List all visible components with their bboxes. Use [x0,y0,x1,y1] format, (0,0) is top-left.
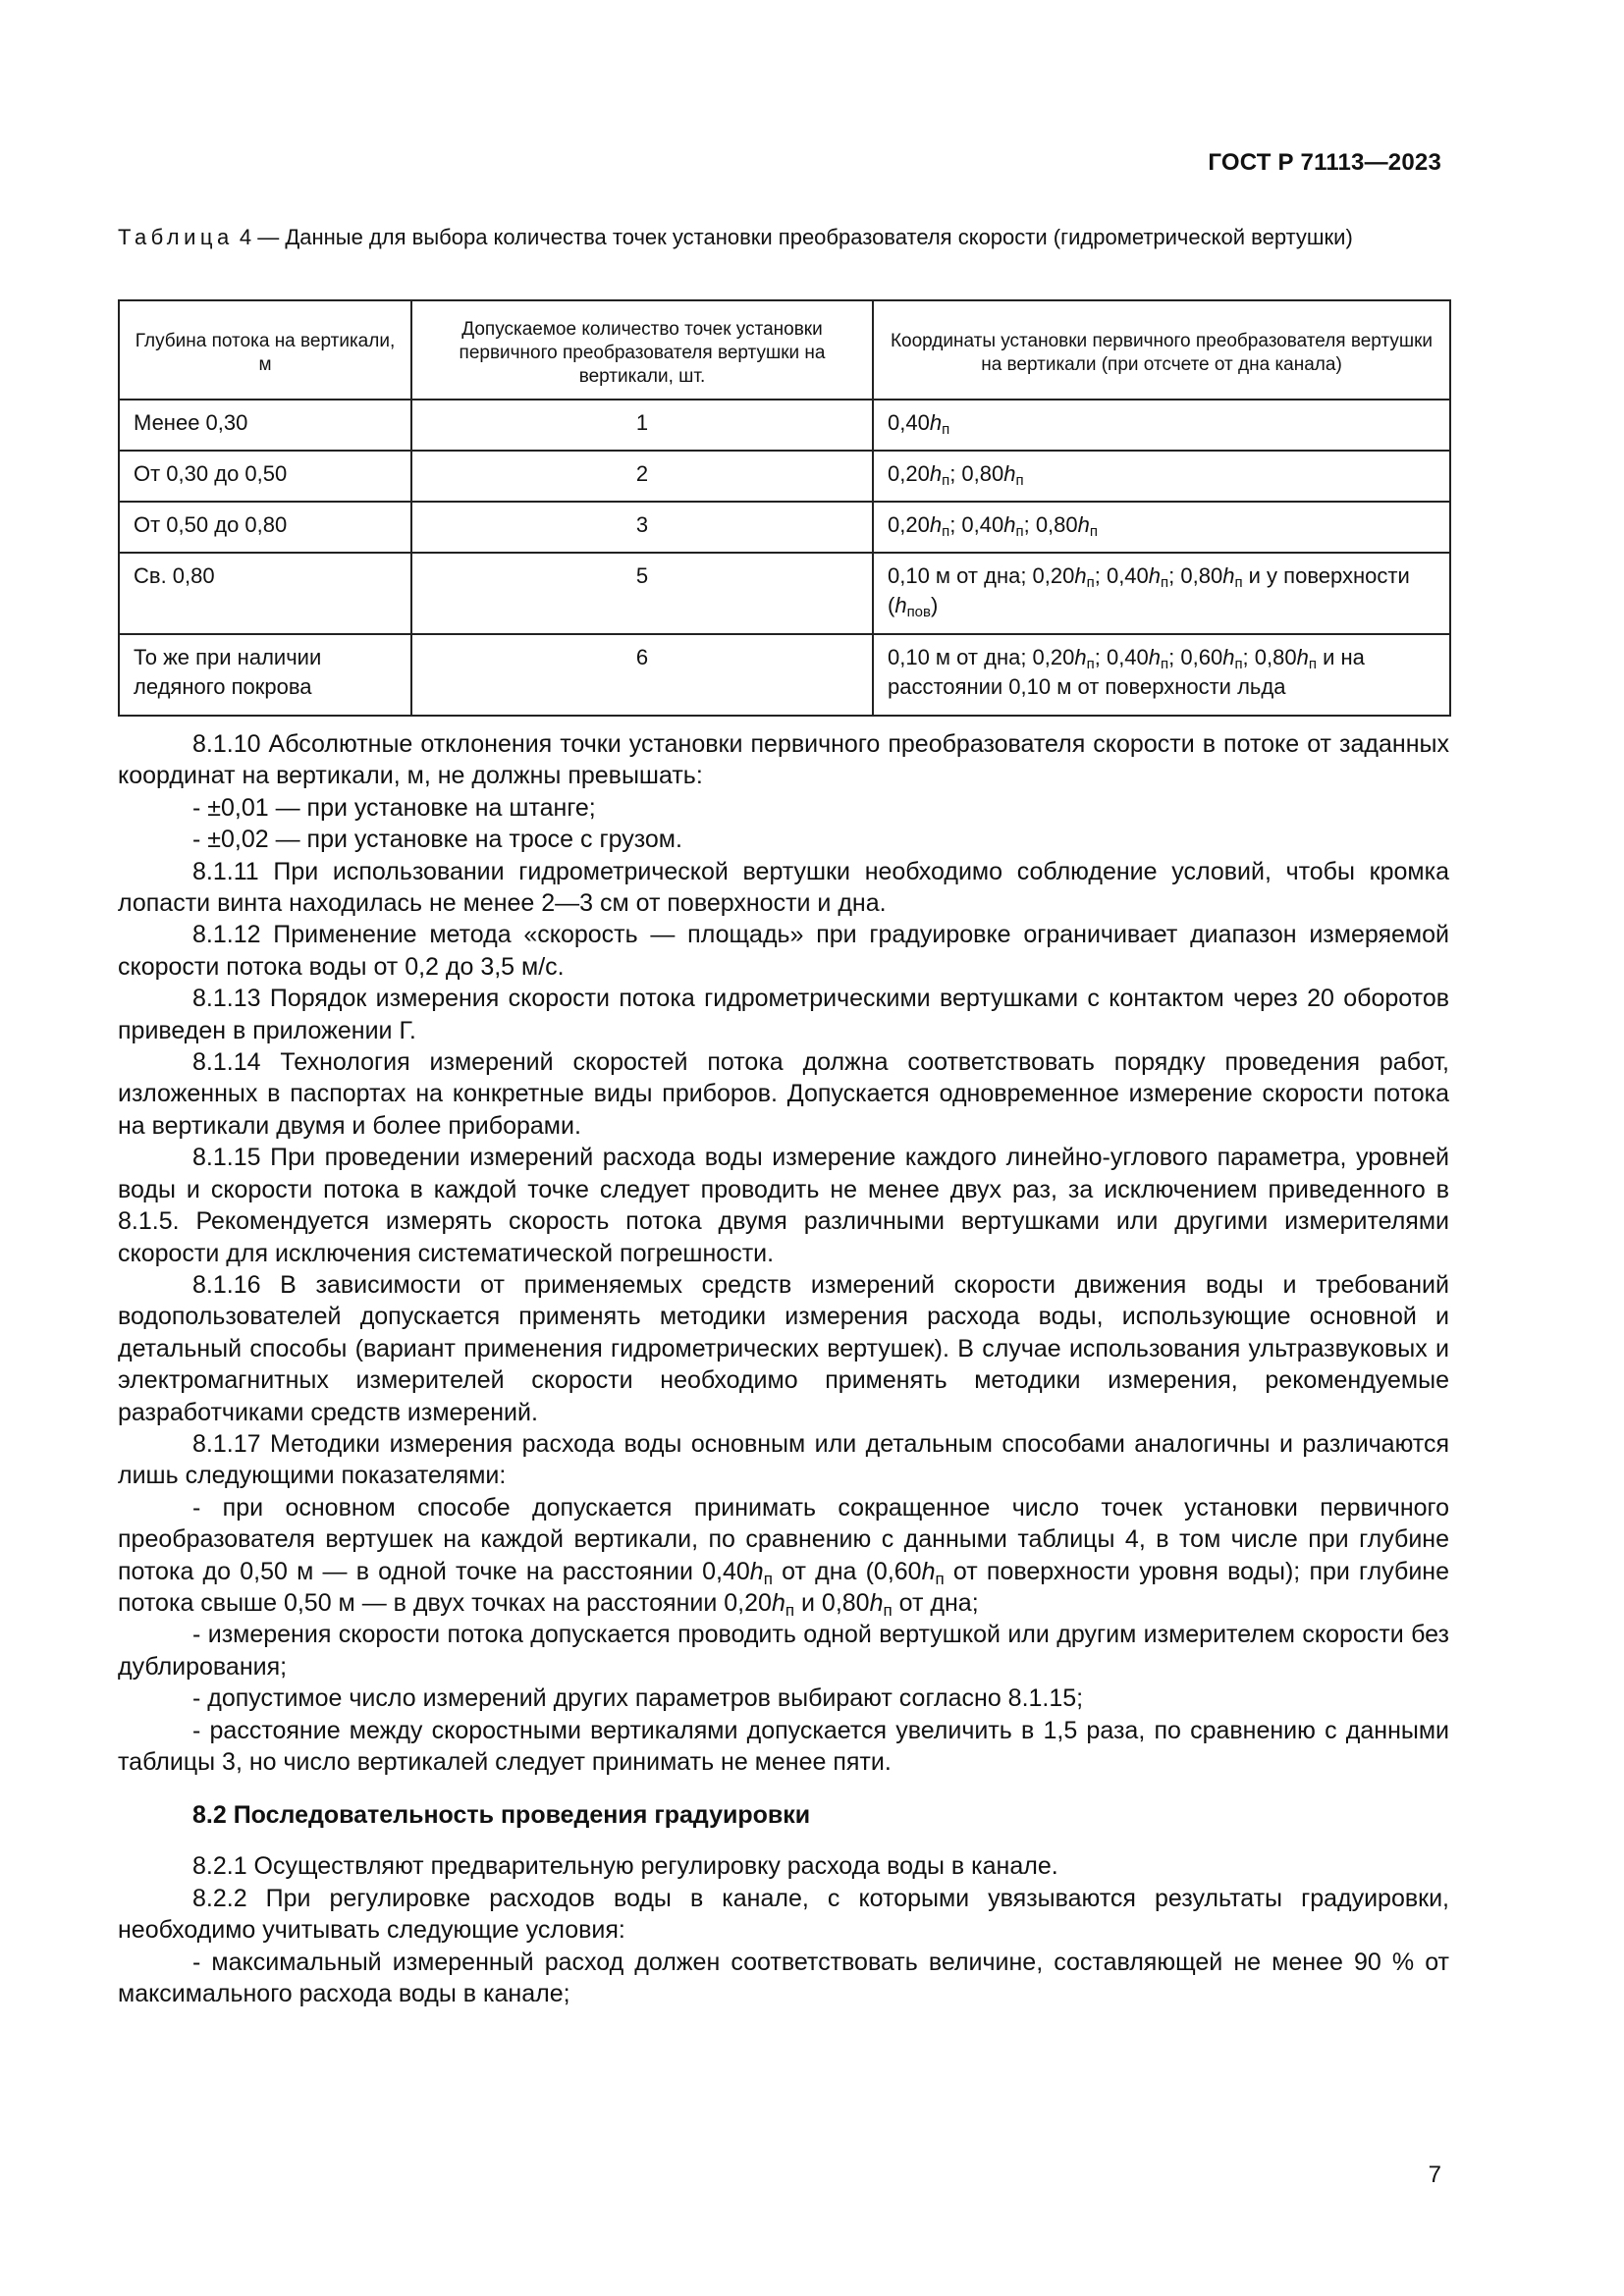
variable-h: h [1296,645,1309,669]
text-run: ; 0,80 [1242,645,1297,669]
text-run: и на расстоянии 0,10 м от поверхности льда [888,645,1365,699]
paragraph [118,919,1449,983]
paragraph [118,1428,1449,1492]
subscript: п [1015,523,1024,541]
subscript: п [1308,656,1317,673]
subscript: п [942,421,950,439]
paragraph [118,792,1449,824]
text-run: и 0,80 [794,1588,870,1617]
paragraph [118,824,1449,855]
subscript: п [1015,472,1024,490]
text-run: - максимальный измеренный расход должен соответствовать величине, составляющей не менее 90 % от максимального расхода воды в канале; [118,1948,1449,2008]
cell-coordinates [873,553,1450,634]
text-run: 8.2.1 Осуществляют предварительную регулировку расхода воды в канале. [192,1852,1058,1881]
variable-h: h [1077,512,1090,537]
cell-depth: От 0,30 до 0,50 [119,451,411,502]
subscript: п [785,1600,795,1620]
paragraph [118,1619,1449,1682]
text-run: - ±0,01 — при установке на штанге; [192,793,596,822]
data-table [118,299,1451,717]
subscript: п [1161,656,1169,673]
section-heading [118,1799,1449,1831]
paragraph [118,1883,1449,1947]
paragraph [118,1046,1449,1142]
text-run: ) [930,593,939,617]
table-caption-prefix: Таблица [118,225,234,249]
cell-count: 3 [411,502,873,553]
variable-h: h [894,593,907,617]
cell-count: 1 [411,400,873,451]
text-run: 8.1.14 Технология измерений скоростей потока должна соответствовать порядку проведения работ, изложенных в паспортах на конкретные виды приборов. Допускается одновременное измерение скорости потока на вертикали двумя и более приборами. [118,1048,1449,1140]
subscript: п [942,523,950,541]
header-coordinates: Координаты установки первичного преобразователя вертушки на вертикали (при отсчете от дна канала) [873,300,1450,400]
text-run: и у поверхности ( [888,563,1410,617]
text-run: ; 0,80 [1023,512,1078,537]
table-header-row [119,300,1450,400]
variable-h: h [1222,563,1235,588]
text-run: от поверхности уровня воды); при глубине потока свыше 0,50 м — в двух точках на расстоянии 0,20 [118,1557,1449,1617]
variable-h: h [929,512,943,537]
text-run: от дна; [892,1588,979,1617]
table-row [119,451,1450,502]
text-run: 8.1.16 В зависимости от применяемых средств измерений скорости движения воды и требований водопользователей допускается применять методики измерения расхода воды, использующие основной и детальный способы (вариант применения гидрометрических вертушек). В случае использования ультразвуковых и электромагнитных измерителей скорости необходимо применять методики измерения, рекомендуемые разработчиками средств измерений. [118,1270,1449,1426]
subscript: п [883,1600,893,1620]
paragraph [118,1682,1449,1714]
cell-depth: Св. 0,80 [119,553,411,634]
subscript: п [1086,656,1095,673]
subscript: п [1086,574,1095,592]
text-run: 8.1.15 При проведении измерений расхода воды измерение каждого линейно-углового параметра, уровней воды и скорости потока в каждой точке следует проводить не менее двух раз, за исключением приведенного в 8.1.5. Рекомендуется измерять скорость потока двумя различными вертушками или другими измерителями скорости для исключения систематической погрешности. [118,1144,1449,1267]
variable-h: h [1003,461,1016,486]
paragraph [118,1850,1449,1882]
paragraph [118,1947,1449,2010]
table-caption-text: 4 — Данные для выбора количества точек установки преобразователя скорости (гидрометрической вертушки) [233,225,1353,249]
table-row [119,634,1450,716]
table-caption [118,224,1449,250]
header-count: Допускаемое количество точек установки первичного преобразователя вертушки на вертикали, шт. [411,300,873,400]
text-run: 0,10 м от дна; 0,20 [888,645,1075,669]
text-run: 0,40 [888,410,930,435]
text-run: 8.2.2 При регулировке расходов воды в канале, с которыми увязываются результаты градуировки, необходимо учитывать следующие условия: [118,1884,1449,1945]
variable-h: h [1222,645,1235,669]
subscript: п [763,1569,773,1588]
variable-h: h [929,410,943,435]
text-run: 8.1.12 Применение метода «скорость — площадь» при градуировке ограничивает диапазон измеряемой скорости потока воды от 0,2 до 3,5 м/с. [118,921,1449,981]
text-run: 0,20 [888,512,930,537]
variable-h: h [1003,512,1016,537]
subscript: п [1234,574,1243,592]
text-run: ; 0,80 [1168,563,1223,588]
document-id: ГОСТ Р 71113—2023 [1208,149,1441,176]
text-run: ; 0,80 [949,461,1004,486]
cell-coordinates [873,400,1450,451]
text-run: - при основном способе допускается принимать сокращенное число точек установки первичного преобразователя вертушек на каждой вертикали, по сравнению с данными таблицы 4, в том числе при глубине потока до 0,50 м — в одной точке на расстоянии 0,40 [118,1493,1449,1585]
variable-h: h [921,1557,936,1585]
cell-coordinates [873,451,1450,502]
header-depth: Глубина потока на вертикали, м [119,300,411,400]
cell-depth: То же при наличии ледяного покрова [119,634,411,716]
cell-count: 2 [411,451,873,502]
paragraph [118,728,1449,792]
cell-depth: Менее 0,30 [119,400,411,451]
table-row [119,553,1450,634]
variable-h: h [1148,645,1162,669]
text-run: - расстояние между скоростными вертикалями допускается увеличить в 1,5 раза, по сравнению с данными таблицы 3, но число вертикалей следует принимать не менее пяти. [118,1716,1449,1776]
subscript: п [1161,574,1169,592]
paragraph [118,856,1449,920]
text-run: 0,10 м от дна; 0,20 [888,563,1075,588]
variable-h: h [1074,563,1087,588]
cell-count: 6 [411,634,873,716]
variable-h: h [771,1588,785,1617]
text-run: - измерения скорости потока допускается проводить одной вертушкой или другим измерителем скорости без дублирования; [118,1621,1449,1681]
text-run: 8.2 Последовательность проведения градуировки [192,1801,811,1830]
cell-count: 5 [411,553,873,634]
variable-h: h [749,1557,764,1585]
text-run: 0,20 [888,461,930,486]
paragraph [118,1492,1449,1620]
subscript: п [942,472,950,490]
variable-h: h [869,1588,884,1617]
variable-h: h [1148,563,1162,588]
paragraph [118,1142,1449,1269]
table-row [119,502,1450,553]
paragraph [118,1269,1449,1428]
text-run: ; 0,40 [1094,645,1149,669]
subscript: п [1234,656,1243,673]
variable-h: h [929,461,943,486]
paragraph [118,983,1449,1046]
text-run: - допустимое число измерений других параметров выбирают согласно 8.1.15; [192,1684,1084,1713]
text-run: ; 0,40 [1094,563,1149,588]
cell-coordinates [873,634,1450,716]
page-number: 7 [1428,2162,1441,2188]
text-run: ; 0,60 [1168,645,1223,669]
cell-coordinates [873,502,1450,553]
body-text [118,728,1449,2009]
subscript: пов [906,604,931,621]
variable-h: h [1074,645,1087,669]
text-run: 8.1.17 Методики измерения расхода воды основным или детальным способами аналогичны и различаются лишь следующими показателями: [118,1429,1449,1490]
text-run: 8.1.13 Порядок измерения скорости потока гидрометрическими вертушками с контактом через 20 оборотов приведен в приложении Г. [118,985,1449,1044]
cell-depth: От 0,50 до 0,80 [119,502,411,553]
text-run: от дна (0,60 [772,1557,922,1585]
text-run: ; 0,40 [949,512,1004,537]
text-run: 8.1.10 Абсолютные отклонения точки установки первичного преобразователя скорости в потоке от заданных координат на вертикали, м, не должны превышать: [118,730,1449,790]
text-run: 8.1.11 При использовании гидрометрической вертушки необходимо соблюдение условий, чтобы кромка лопасти винта находилась не менее 2—3 см от поверхности и дна. [118,857,1449,918]
table-row [119,400,1450,451]
subscript: п [1089,523,1098,541]
text-run: - ±0,02 — при установке на тросе с грузом. [192,826,682,854]
subscript: п [935,1569,945,1588]
paragraph [118,1715,1449,1779]
